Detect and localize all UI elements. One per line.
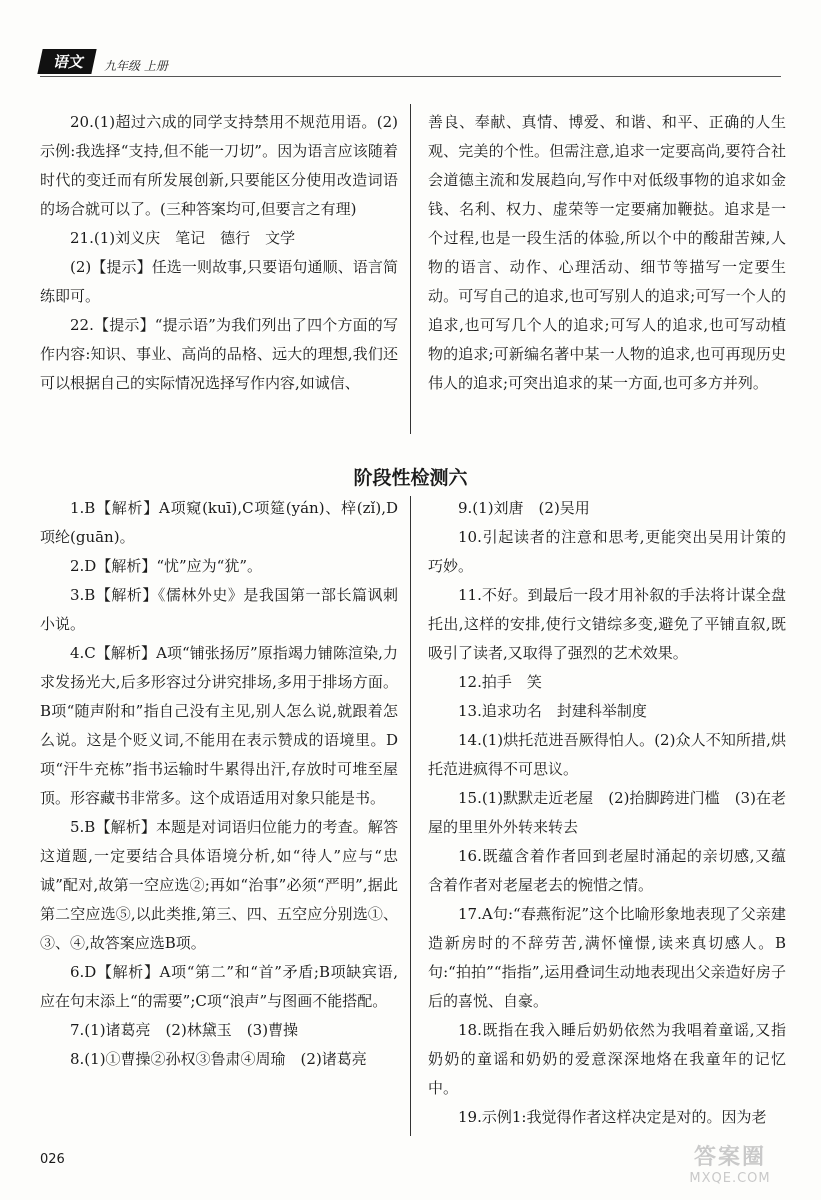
watermark — [660, 1140, 800, 1192]
answer-19: 19.示例1:我觉得作者这样决定是对的。因为老 — [458, 1108, 767, 1126]
answer-14: 14.(1)烘托范进吾厥得怕人。(2)众人不知所措,烘托范进疯得不可思议。 — [428, 731, 786, 778]
bottom-right-column — [428, 494, 786, 1132]
answer-6: 6.D【解析】A项“第二”和“首”矛盾;B项缺宾语,应在句末添上“的需要”;C项“浪声”与图画不能搭配。 — [40, 963, 398, 1010]
answer-22: 22.【提示】“提示语”为我们列出了四个方面的写作内容:知识、事业、高尚的品格、远大的理想,我们还可以根据自己的实际情况选择写作内容,如诚信、 — [40, 316, 398, 392]
answer-1: 1.B【解析】A项窥(kuī),C项筵(yán)、梓(zǐ),D项纶(guān)。 — [40, 499, 398, 546]
watermark-title: 答案圈 — [693, 1145, 766, 1170]
grade-label: 九年级 上册 — [104, 59, 168, 73]
column-divider-bottom — [410, 496, 411, 1136]
subject-badge: 语文 — [37, 49, 96, 74]
answer-18: 18.既指在我入睡后奶奶依然为我唱着童谣,又指奶奶的童谣和奶奶的爱意深深地烙在我童年的记忆中。 — [428, 1021, 786, 1097]
answer-8: 8.(1)①曹操②孙权③鲁肃④周瑜 (2)诸葛亮 — [70, 1050, 367, 1068]
answer-20: 20.(1)超过六成的同学支持禁用不规范用语。(2)示例:我选择“支持,但不能一刀切”。因为语言应该随着时代的变迁而有所发展创新,只要能区分使用改造词语的场合就可以了。(三种答案均可,但要言之有理) — [40, 113, 398, 218]
answer-7: 7.(1)诸葛亮 (2)林黛玉 (3)曹操 — [70, 1021, 299, 1039]
running-header — [40, 50, 168, 74]
answer-10: 10.引起读者的注意和思考,更能突出吴用计策的巧妙。 — [428, 528, 786, 575]
section-title: 阶段性检测六 — [353, 467, 468, 489]
answer-4: 4.C【解析】A项“铺张扬厉”原指竭力铺陈渲染,力求发扬光大,后多形容过分讲究排场,多用于排场方面。B项“随声附和”指自己没有主见,别人怎么说,就跟着怎么说。这是个贬义词,不能用在表示赞成的语境里。D项“汗牛充栋”指书运输时牛累得出汗,存放时可堆至屋顶。形容藏书非常多。这个成语适用对象只能是书。 — [40, 644, 398, 807]
column-divider-top — [410, 104, 411, 434]
answer-9: 9.(1)刘唐 (2)吴用 — [458, 499, 590, 517]
header-rule — [40, 76, 781, 77]
answer-16: 16.既蕴含着作者回到老屋时涌起的亲切感,又蕴含着作者对老屋老去的惋惜之情。 — [428, 847, 786, 894]
answer-12: 12.拍手 笑 — [458, 673, 542, 691]
answer-21-2: (2)【提示】任选一则故事,只要语句通顺、语言简练即可。 — [40, 258, 398, 305]
answer-3: 3.B【解析】《儒林外史》是我国第一部长篇讽刺小说。 — [40, 586, 398, 633]
answer-22-continued: 善良、奉献、真情、博爱、和谐、和平、正确的人生观、完美的个性。但需注意,追求一定要高尚,要符合社会道德主流和发展趋向,写作中对低级事物的追求如金钱、名利、权力、虚荣等一定要痛加鞭挞。追求是一个过程,也是一段生活的体验,所以个中的酸甜苦辣,人物的语言、动作、心理活动、细节等描写一定要生动。可写自己的追求,也可写别人的追求;可写一个人的追求,也可写几个人的追求;可写人的追求,也可写动植物的追求;可新编名著中某一人物的追求,也可再现历史伟人的追求;可突出追求的某一方面,也可多方并列。 — [428, 113, 786, 392]
answer-21-1: 21.(1)刘义庆 笔记 德行 文学 — [70, 229, 296, 247]
watermark-url: MXQE.COM — [689, 1171, 771, 1186]
bottom-left-column — [40, 494, 398, 1074]
top-left-column — [40, 108, 398, 398]
answer-17: 17.A句:“春燕衔泥”这个比喻形象地表现了父亲建造新房时的不辞劳苦,满怀憧憬,读来真切感人。B句:“拍拍”“指指”,运用叠词生动地表现出父亲造好房子后的喜悦、自豪。 — [428, 905, 786, 1010]
answer-5: 5.B【解析】本题是对词语归位能力的考查。解答这道题,一定要结合具体语境分析,如“待人”应与“忠诚”配对,故第一空应选②;再如“治事”必须“严明”,据此第二空应选⑤,以此类推,第三、四、五空应分别选①、③、④,故答案应选B项。 — [40, 818, 398, 952]
answer-15: 15.(1)默默走近老屋 (2)抬脚跨进门槛 (3)在老屋的里里外外转来转去 — [428, 789, 786, 836]
answer-11: 11.不好。到最后一段才用补叙的手法将计谋全盘托出,这样的安排,使行文错综多变,避免了平铺直叙,既吸引了读者,又取得了强烈的艺术效果。 — [428, 586, 786, 662]
page-number: 026 — [40, 1152, 65, 1167]
top-right-column — [428, 108, 786, 398]
answer-13: 13.追求功名 封建科举制度 — [458, 702, 647, 720]
answer-2: 2.D【解析】“忧”应为“犹”。 — [70, 557, 263, 575]
